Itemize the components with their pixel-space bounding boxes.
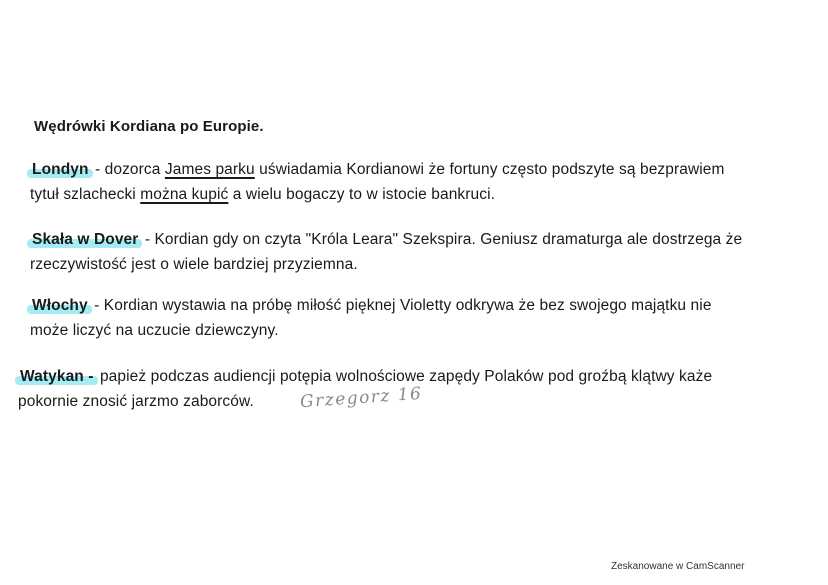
section-line [30, 293, 712, 318]
section-text: tytuł szlachecki [30, 186, 141, 203]
section-text: uświadamia Kordianowi że fortuny często podszyte są bezprawiem [254, 161, 725, 178]
place-highlight: Watykan - [20, 368, 94, 385]
place-highlight: Londyn [32, 161, 89, 178]
section-text: - Kordian gdy on czyta "Króla Leara" Szekspira. Geniusz dramaturga ale dostrzega że [140, 231, 743, 248]
camscanner-watermark: Zeskanowane w CamScanner [611, 561, 745, 572]
section-line [30, 227, 742, 252]
section-skala-w-dover [30, 227, 742, 277]
handwritten-signature: Grzegorz 16 [299, 383, 424, 413]
underlined-text: James parku [164, 161, 255, 178]
section-wlochy [30, 293, 712, 343]
section-line [18, 364, 712, 389]
place-highlight: Skała w Dover [32, 231, 139, 248]
section-line: pokornie znosić jarzmo zaborców. [18, 393, 254, 410]
document-title: Wędrówki Kordiana po Europie. [34, 118, 264, 135]
section-text: papież podczas audiencji potępia wolnościowe zapędy Polaków pod groźbą klątwy każe [95, 368, 713, 385]
place-highlight: Włochy [32, 297, 88, 314]
section-line: może liczyć na uczucie dziewczyny. [30, 322, 279, 339]
section-line [30, 182, 725, 207]
section-text: - Kordian wystawia na próbę miłość pięknej Violetty odkrywa że bez swojego majątku nie [89, 297, 712, 314]
section-londyn [30, 157, 725, 207]
underlined-text: można kupić [140, 186, 229, 203]
section-line [30, 157, 725, 182]
section-line: rzeczywistość jest o wiele bardziej przyziemna. [30, 256, 358, 273]
section-text: a wielu bogaczy to w istocie bankruci. [228, 186, 496, 203]
section-text: - dozorca [90, 161, 165, 178]
